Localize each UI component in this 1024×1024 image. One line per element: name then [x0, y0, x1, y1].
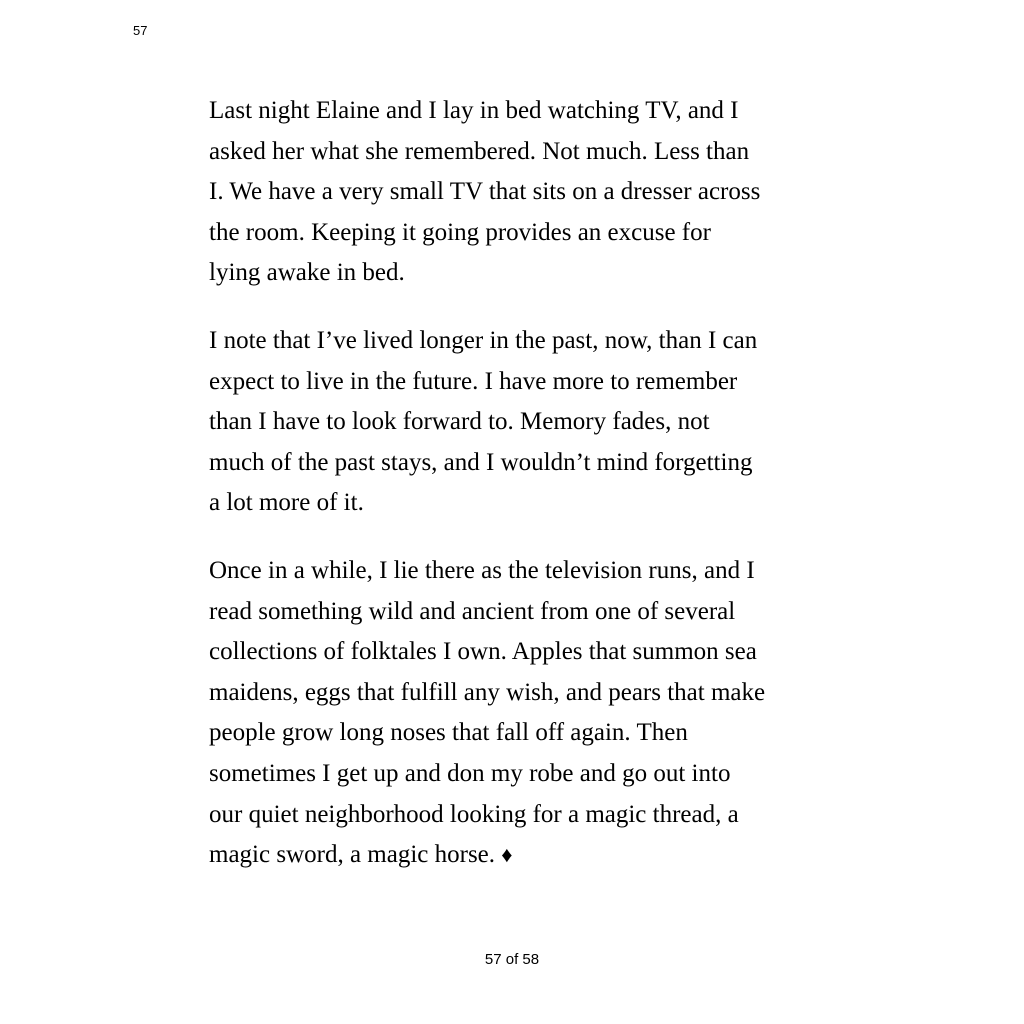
text-line: read something wild and ancient from one of several — [209, 597, 736, 625]
text-line: lying awake in bed. — [209, 259, 405, 287]
text-line: much of the past stays, and I wouldn’t mind forgetting — [209, 448, 753, 476]
diamond-end-mark-icon: ♦ — [501, 842, 513, 868]
paragraph-2 — [209, 321, 824, 524]
text-line: the room. Keeping it going provides an excuse for — [209, 218, 711, 246]
text-line: sometimes I get up and don my robe and go out into — [209, 759, 731, 787]
text-line: Last night Elaine and I lay in bed watching TV, and I — [209, 97, 739, 124]
text-line: asked her what she remembered. Not much. Less than — [209, 137, 750, 165]
text-line: our quiet neighborhood looking for a magic thread, a — [209, 800, 739, 828]
page-indicator: 57 of 58 — [484, 951, 540, 968]
text-line: collections of folktales I own. Apples that summon sea — [209, 638, 757, 666]
page-number-top: 57 — [133, 23, 148, 38]
text-line: I. We have a very small TV that sits on a dresser across — [209, 178, 761, 206]
text-line: than I have to look forward to. Memory fades, not — [209, 408, 710, 436]
text-line: I note that I’ve lived longer in the past, now, than I can — [209, 326, 758, 354]
paragraph-3 — [209, 551, 824, 876]
text-line: people grow long noses that fall off again. Then — [209, 719, 688, 747]
text-line: maidens, eggs that fulfill any wish, and pears that make — [209, 678, 766, 706]
text-line: a lot more of it. — [209, 489, 364, 517]
text-line: expect to live in the future. I have more to remember — [209, 367, 738, 395]
paragraph-1 — [209, 91, 824, 294]
text-line-last — [209, 835, 824, 876]
text-line-content: magic sword, a magic horse. — [209, 841, 502, 869]
text-line: Once in a while, I lie there as the television runs, and I — [209, 556, 755, 584]
body-text — [209, 91, 824, 903]
